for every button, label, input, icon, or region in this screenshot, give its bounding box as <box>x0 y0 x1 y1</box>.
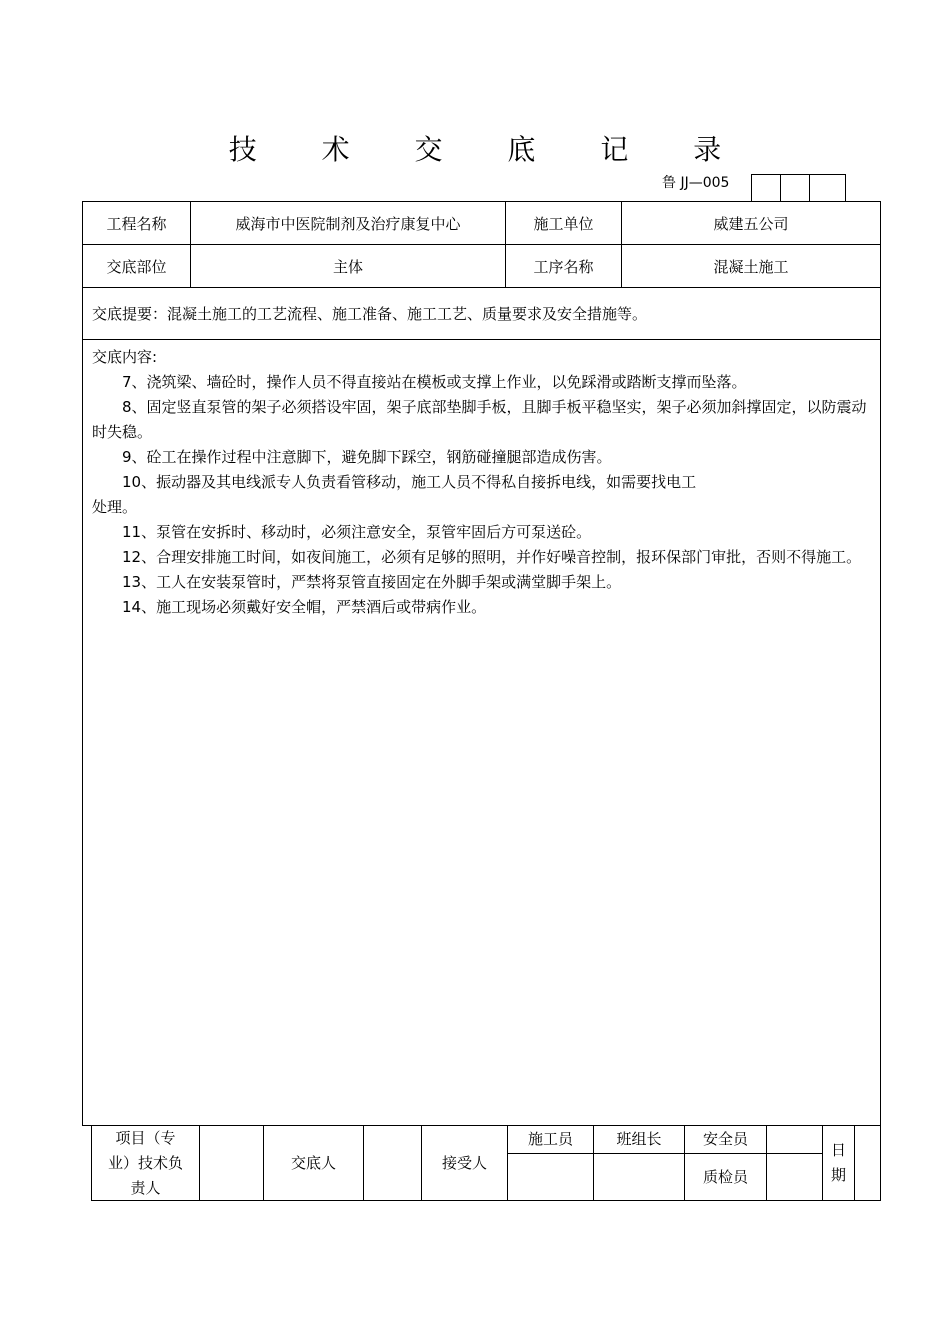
tech-lead-label: 项目（专业）技术负责人 <box>92 1126 200 1200</box>
code-box <box>752 175 781 201</box>
code-boxes <box>751 174 846 201</box>
briefer-signature[interactable] <box>364 1126 422 1200</box>
part-value: 主体 <box>191 245 506 287</box>
signature-table <box>91 1126 881 1201</box>
content-item: 12、合理安排施工时间，如夜间施工，必须有足够的照明，并作好噪音控制，报环保部门审批，否则不得施工。 <box>122 548 862 566</box>
content-item: 9、砼工在操作过程中注意脚下，避免脚下踩空，钢筋碰撞腿部造成伤害。 <box>122 448 612 466</box>
process-value: 混凝土施工 <box>713 257 789 276</box>
content-item: 处理。 <box>92 498 138 516</box>
content-item: 14、施工现场必须戴好安全帽，严禁酒后或带病作业。 <box>122 598 487 616</box>
constructor-label: 施工员 <box>508 1126 594 1153</box>
safety-officer-label: 安全员 <box>685 1126 767 1153</box>
process-label: 工序名称 <box>506 245 622 287</box>
contractor-value: 威建五公司 <box>713 214 789 233</box>
content-heading: 交底内容: <box>92 348 158 366</box>
content-section <box>83 340 880 620</box>
content-item: 11、泵管在安拆时、移动时，必须注意安全，泵管牢固后方可泵送砼。 <box>122 523 592 541</box>
quality-inspector-signature[interactable] <box>767 1153 823 1201</box>
document-title: 技 术 交 底 记 录 <box>228 133 750 166</box>
record-table <box>82 201 881 1126</box>
date-label: 日期 <box>823 1126 855 1200</box>
project-row <box>83 202 880 245</box>
contractor-label: 施工单位 <box>506 202 622 244</box>
briefer-label: 交底人 <box>264 1126 364 1200</box>
safety-officer-signature[interactable] <box>767 1126 823 1153</box>
quality-inspector-label: 质检员 <box>685 1153 767 1201</box>
document-code: 鲁 JJ—005 <box>662 175 730 191</box>
divider <box>508 1153 823 1154</box>
team-leader-label: 班组长 <box>594 1126 685 1153</box>
summary-row: 交底提要：混凝土施工的工艺流程、施工准备、施工工艺、质量要求及安全措施等。 <box>83 288 880 340</box>
code-box <box>810 175 845 201</box>
team-leader-signature[interactable] <box>594 1153 685 1201</box>
project-name-label: 工程名称 <box>83 202 191 244</box>
date-value[interactable] <box>855 1126 880 1200</box>
project-name-value: 威海市中医院制剂及治疗康复中心 <box>191 202 506 244</box>
tech-lead-signature[interactable] <box>200 1126 264 1200</box>
part-row <box>83 245 880 288</box>
content-item: 13、工人在安装泵管时，严禁将泵管直接固定在外脚手架或满堂脚手架上。 <box>122 573 622 591</box>
constructor-signature[interactable] <box>508 1153 594 1201</box>
code-box <box>781 175 810 201</box>
receiver-label: 接受人 <box>422 1126 508 1200</box>
content-item: 10、振动器及其电线派专人负责看管移动，施工人员不得私自接拆电线，如需要找电工 <box>122 473 697 491</box>
content-item: 8、固定竖直泵管的架子必须搭设牢固，架子底部垫脚手板，且脚手板平稳坚实，架子必须加斜撑固定，以防震动时失稳。 <box>92 398 867 441</box>
content-item: 7、浇筑梁、墙砼时，操作人员不得直接站在模板或支撑上作业，以免踩滑或踏断支撑而坠落。 <box>122 373 747 391</box>
part-label: 交底部位 <box>83 245 191 287</box>
